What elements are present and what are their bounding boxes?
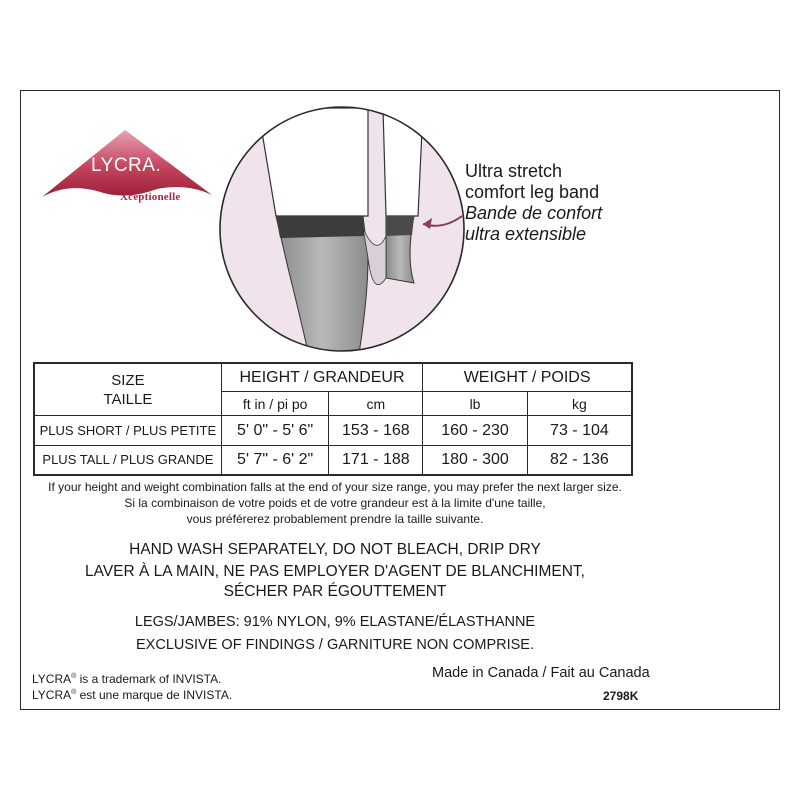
weight-kg-value: 82 - 136	[527, 445, 632, 475]
callout-line-fr-2: ultra extensible	[465, 224, 587, 244]
trademark-text: is a trademark of INVISTA.	[76, 672, 222, 686]
registered-mark: ®	[71, 673, 77, 680]
product-code: 2798K	[603, 689, 639, 703]
unit-ft-in: ft in / pi po	[221, 392, 329, 416]
size-note-fr-1: Si la combinaison de votre poids et de votre grandeur est à la limite d'une taille,	[124, 496, 546, 510]
fiber-content: LEGS/JAMBES: 91% NYLON, 9% ELASTANE/ÉLASTHANNE	[134, 614, 536, 630]
size-header-en: SIZE	[111, 371, 145, 389]
care-instruction-en: HAND WASH SEPARATELY, DO NOT BLEACH, DRIP DRY	[129, 541, 541, 558]
weight-lb-value: 160 - 230	[423, 416, 528, 446]
unit-lb: lb	[423, 392, 528, 416]
height-header: HEIGHT / GRANDEUR	[221, 363, 422, 392]
weight-kg-value: 73 - 104	[527, 416, 632, 446]
table-row	[34, 416, 632, 446]
callout-line-en-1: Ultra stretch	[465, 161, 563, 181]
unit-kg: kg	[527, 392, 632, 416]
size-chart-table	[33, 362, 633, 476]
leg-band-callout	[465, 161, 602, 245]
row-label: PLUS SHORT / PLUS PETITE	[34, 416, 221, 446]
height-cm-value: 153 - 168	[329, 416, 423, 446]
callout-line-en-2: comfort leg band	[465, 182, 600, 202]
trademark-text: est une marque de INVISTA.	[76, 688, 233, 702]
size-header-fr: TAILLE	[103, 390, 153, 408]
weight-lb-value: 180 - 300	[423, 445, 528, 475]
size-header	[34, 363, 221, 416]
unit-cm: cm	[329, 392, 423, 416]
findings-note: EXCLUSIVE OF FINDINGS / GARNITURE NON COMPRISE.	[136, 637, 534, 653]
row-label: PLUS TALL / PLUS GRANDE	[34, 445, 221, 475]
leg-band-illustration	[218, 98, 468, 360]
height-cm-value: 171 - 188	[329, 445, 423, 475]
trademark-brand: LYCRA	[32, 672, 72, 686]
table-row	[34, 445, 632, 475]
trademark-brand: LYCRA	[32, 688, 72, 702]
logo-subtitle: Xceptionelle	[120, 191, 181, 203]
lycra-logo-brand: LYCRA.	[91, 155, 162, 176]
size-note-en: If your height and weight combination falls at the end of your size range, you may prefer the next larger size.	[48, 480, 622, 494]
registered-mark: ®	[71, 689, 77, 696]
care-instruction-fr-1: LAVER À LA MAIN, NE PAS EMPLOYER D'AGENT DE BLANCHIMENT,	[85, 563, 585, 580]
trademark-fr	[32, 685, 232, 703]
size-note-fr-2: vous préférerez probablement prendre la taille suivante.	[186, 512, 484, 526]
callout-line-fr-1: Bande de confort	[465, 203, 603, 223]
care-instruction-fr-2: SÉCHER PAR ÉGOUTTEMENT	[223, 583, 447, 600]
height-ft-value: 5' 0" - 5' 6"	[221, 416, 329, 446]
made-in-canada: Made in Canada / Fait au Canada	[432, 665, 650, 681]
weight-header: WEIGHT / POIDS	[423, 363, 632, 392]
height-ft-value: 5' 7" - 6' 2"	[221, 445, 329, 475]
